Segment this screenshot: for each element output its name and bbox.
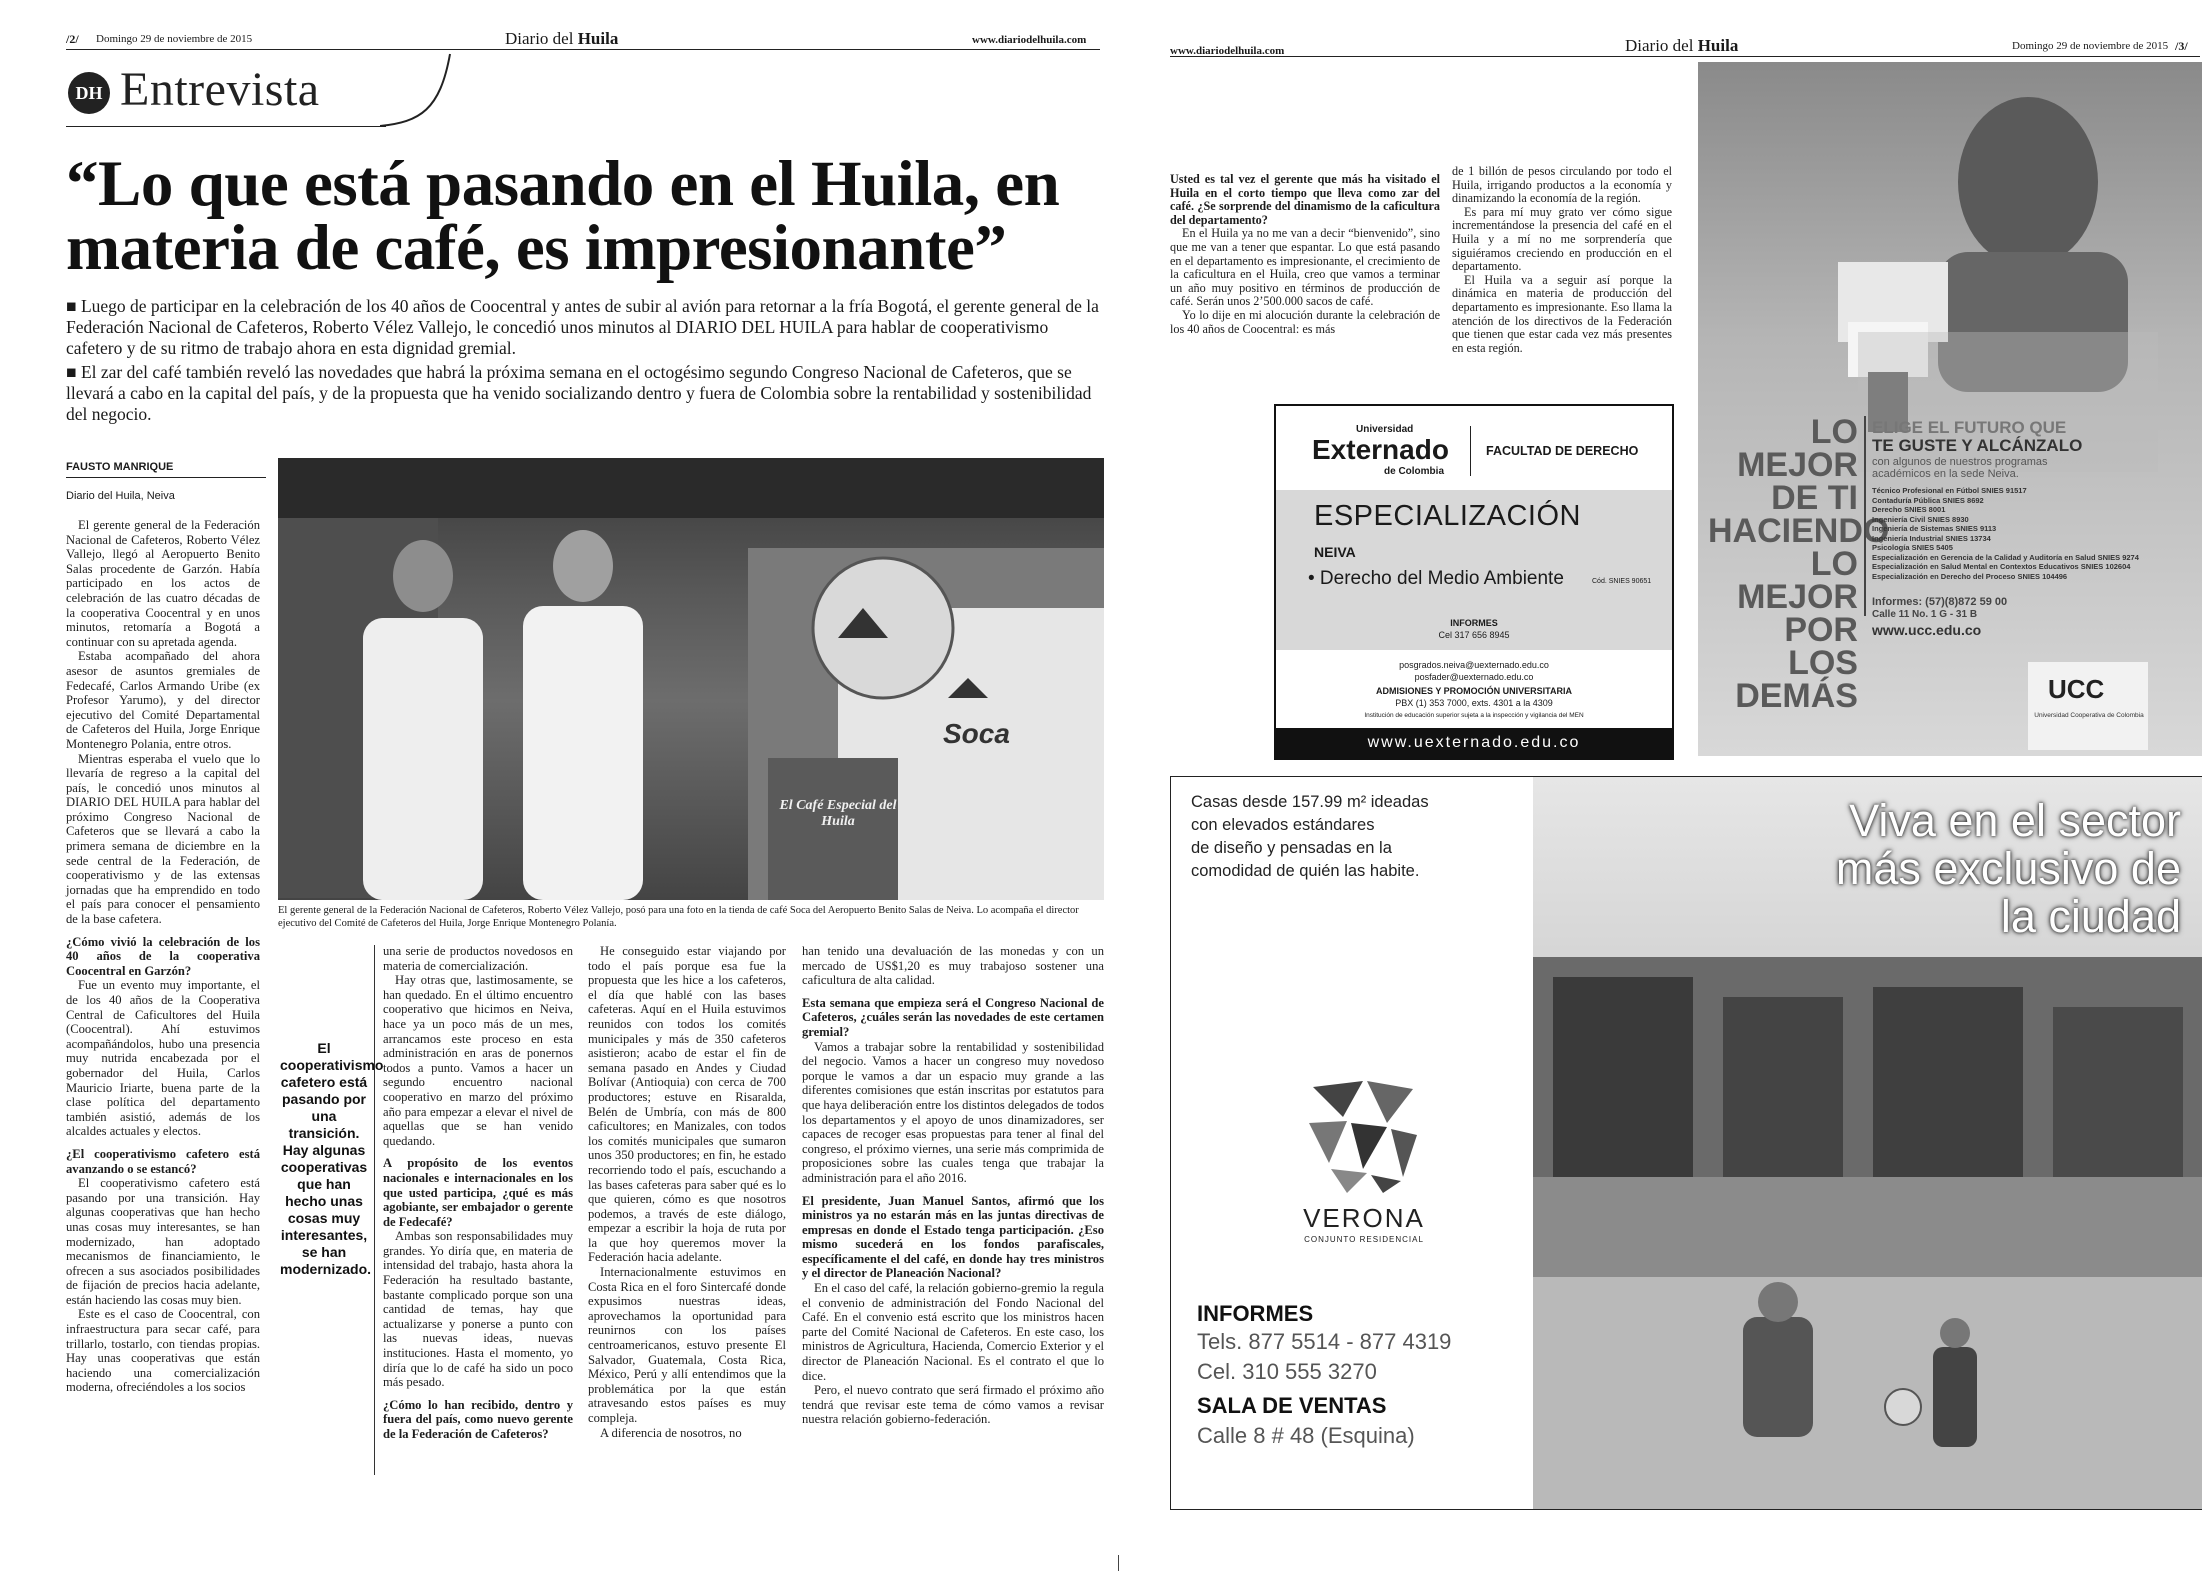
paragraph: El cooperativismo cafetero está pasando por una transición. Hay algunas cooperativas que han hecho unas cosas muy interesantes, se han modernizado, han adoptado mecanismos de financiamiento, le ofrecen a sus asociados posibilidades de fijación de precios hacia adelante, están haciendo las cosas muy bien. [66,1176,260,1307]
externado-snies: Cód. SNIES 90651 [1592,578,1652,585]
paragraph: El Huila va a seguir así porque la dinámica en materia de producción del departamento es impresionante. Eso llama la atención de los directivos de la Federación que tienen que estar cada vez más presentes en esta región. [1452,272,1672,355]
ucc-ad [1698,62,2202,756]
column-divider-1 [374,945,375,1475]
article-column-1 [66,518,260,1395]
interview-question: A propósito de los eventos nacionales e internacionales en los que usted participa, ¿qué es más agobiante, ser embajador o gerente de Fedecafé? [383,1156,573,1229]
ucc-logo-caption: Universidad Cooperativa de Colombia [2034,712,2144,719]
article-photo [278,458,1104,900]
paragraph: han tenido una devaluación de las monedas y con un mercado de US$1,20 es muy trabajoso sostener una caficultura de alta calidad. [802,944,1104,988]
masthead-right: Diario del Huila [1625,36,1739,55]
lead-paragraph-1: ■ Luego de participar en la celebración de los 40 años de Coocentral y antes de subir al avión para retornar a la fría Bogotá, el gerente general de la Federación Nacional de Cafeteros, Roberto Vélez Vallejo, le concedió unos minutos al DIARIO DEL HUILA para hablar de cooperativismo cafetero y de su ritmo de trabajo ahora en esta dignidad gremial. [66,296,1099,358]
verona-address: Calle 8 # 48 (Esquina) [1197,1423,1415,1448]
externado-program: • Derecho del Medio Ambiente [1308,568,1564,589]
ucc-contact-2: Calle 11 No. 1 G - 31 B [1872,609,1978,620]
article-column-4 [802,944,1104,1427]
externado-email-1: posgrados.neiva@uexternado.edu.co [1399,660,1549,670]
verona-sales-title: SALA DE VENTAS [1197,1393,1387,1418]
website-left: www.diariodelhuila.com [972,34,1087,46]
ucc-sub-2: académicos en la sede Neiva. [1872,468,2019,480]
verona-brand: VERONA [1303,1203,1425,1233]
website-right: www.diariodelhuila.com [1170,45,1285,57]
ucc-headline-2: TE GUSTE Y ALCÁNZALO [1872,436,2083,455]
verona-info-title: INFORMES [1197,1301,1314,1326]
paragraph: En el caso del café, la relación gobierno-gremio la regula el convenio de administración del Fondo Nacional del Café. En el convenio está escrito que los ministros hacen parte del Comité Nacional de Cafeteros. En este caso, los ministros de Agricultura, Hacienda, Comercio Exterior y el director de Planeación Nacional. Es el contrato el que lo dice. [802,1281,1104,1383]
verona-headline: Viva en el sector más exclusivo de la ciudad [1835,795,2181,942]
externado-admissions-title: ADMISIONES Y PROMOCIÓN UNIVERSITARIA [1375,686,1573,696]
externado-program-type: ESPECIALIZACIÓN [1314,500,1581,532]
externado-website: www.uexternado.edu.co [1276,728,1672,758]
interview-question: El presidente, Juan Manuel Santos, afirmó que los ministros ya no estarán más en las juntas directivas de empresas en donde el Estado tenga participación. ¿Eso mismo sucederá en los fondos parafiscales, específicamente el del café, en donde hay tres ministros y el director de Planeación Nacional? [802,1193,1104,1281]
externado-info-phone: Cel 317 656 8945 [1438,630,1510,640]
byline-outlet: Diario del Huila, Neiva [66,490,175,502]
pull-quote: El cooperativismo cafetero está pasando por una transición. Hay algunas cooperativas que han hecho unas cosas muy interesantes, se han modernizado. [280,1040,384,1277]
paragraph: Este es el caso de Coocentral, con infraestructura para secar café, para trillarlo, tostarlo, con tiendas propias. Hay unas cooperativas que están haciendo una comercialización moderna, ofreciéndoles a los socios [66,1307,260,1395]
verona-ad [1170,776,2202,1510]
paragraph: Hay otras que, lastimosamente, se han quedado. En el último encuentro cooperativo que hicimos en Neiva, hace ya un poco más de un mes, arrancamos este proceso en esta administración en aras de ponernos todos a punto. Vamos a hacer un segundo encuentro nacional cooperativo en marzo del próximo año para empezar a elevar el nivel de aquellas que se han venido quedando. [383,973,573,1148]
paragraph: El gerente general de la Federación Nacional de Cafeteros, Roberto Vélez Vallejo, llegó al Aeropuerto Benito Salas procedente de Garzón. Había participado en los actos de celebración de las cuatro décadas de la cooperativa Coocentral y en unos minutos, retomaría a Bogotá a continuar con su apretada agenda. [66,518,260,649]
paragraph: Yo lo dije en mi alocución durante la celebración de los 40 años de Coocentral: es más [1170,307,1440,336]
externado-admissions-phone: PBX (1) 353 7000, exts. 4301 a la 4309 [1395,698,1553,708]
paragraph: Es para mí muy grato ver cómo sigue incrementándose la presencia del café en el Huila y a mí no me sorprendería que siguiéramos creciendo en producción en el departamento. [1452,204,1672,274]
page-date-right: Domingo 29 de noviembre de 2015 [2012,40,2169,52]
page-number-right: /3/ [2175,39,2188,53]
page-date-left: Domingo 29 de noviembre de 2015 [96,33,253,45]
photo-sign-cafe: El Café Especial del Huila [779,798,897,829]
page-number-left: /2/ [66,32,79,46]
section-underline [66,126,386,127]
paragraph: Ambas son responsabilidades muy grandes. Yo diría que, en materia de intensidad del trabajo, hasta ahora la Federación ha resultado bastante, bastante complicado porque son una cantidad de temas, hay que actualizarse y ponerse a punto con las nuevas ideas, nuevas instituciones. Hasta el momento, yo diría que lo de café ha sido un poco más pesado. [383,1229,573,1390]
headline: “Lo que está pasando en el Huila, en materia de café, es impresionante” [66,148,1060,284]
interview-question: ¿El cooperativismo cafetero está avanzando o se estancó? [66,1146,260,1176]
ucc-programs: Técnico Profesional en Fútbol SNIES 91517 Contaduría Pública SNIES 8692 Derecho SNIES 8001 Ingeniería Civil SNIES 8930 Ingeniería de Sistemas SNIES 9113 Ingeniería Industrial SNIES 13734 Psicología SNIES 5405 Especialización en Gerencia de la Calidad y Auditoría en Salud SNIES 9274 Especialización en Salud Mental en Contextos Educativos SNIES 102604 Especialización en Derecho del Proceso SNIES 104496 [1872,486,2139,581]
ucc-contact-1: Informes: (57)(8)872 59 00 [1872,596,2008,608]
externado-ad [1274,404,1674,760]
paragraph: de 1 billón de pesos circulando por todo el Huila, irrigando productos a la economía y dinamizando la economía de la región. [1452,164,1672,206]
verona-phones: Tels. 877 5514 - 877 4319 [1197,1329,1452,1354]
paragraph: una serie de productos novedosos en materia de comercialización. [383,944,573,973]
byline-rule [66,477,266,478]
paragraph: En el Huila ya no me van a decir “bienvenido”, sino que me van a tener que espantar. Lo que está pasando en el departamento es impresionante, el crecimiento de la caficultura en el Huila, creo que vamos a terminar un año muy positivo en términos de producción de café. Serán unos 2’500.000 sacos de café. [1170,226,1440,309]
paragraph: A diferencia de nosotros, no [600,1425,742,1440]
paragraph: Estaba acompañado del ahora asesor de asuntos gremiales de Fedecafé, Carlos Armando Uribe (ex Profesor Yarumo), y del director ejecutivo del Comité Departamental de Cafeteros del Huila, Jorge Enrique Montenegro Polania, entre otros. [66,649,260,751]
paragraph: Vamos a trabajar sobre la rentabilidad y sostenibilidad del negocio. Vamos a hacer un congreso muy novedoso porque le vamos a dar un espacio muy grande a las diferentes comisiones que están inscritas por estatutos para que haya deliberación entre los distintos delegados de todos los departamentos y el apoyo de unos dinamizadores, ser capaces de recoger esas propuestas para tener al final del congreso, el próximo viernes, una serie más comprimida de proposiciones sobre las cuales tenga que trabajar la administración para el año 2016. [802,1039,1104,1185]
article-column-5 [1170,165,1440,336]
interview-question: Usted es tal vez el gerente que más ha visitado el Huila en el corto tiempo que lleva como zar del café. ¿Se sorprende del dinamismo de la caficultura del departamento? [1170,172,1440,227]
externado-info-title: INFORMES [1450,618,1498,628]
paragraph: Mientras esperaba el vuelo que lo llevaría de regreso a la capital del país, le concedió unos minutos al DIARIO DEL HUILA para hablar del próximo Congreso Nacional de Cafeteros que se llevará a cabo la primera semana de diciembre en la sede central de la Federación, de cooperativismo y de las extensas jornadas que ha emprendido en todo el país para conocer el pensamiento de la base cafetera. [66,751,260,927]
paragraph: Pero, el nuevo contrato que será firmado el próximo año tendrá que revisar este tema de cómo vamos a revisar nuestra relación gobierno-federación. [802,1383,1104,1427]
verona-intro: Casas desde 157.99 m² ideadas con elevados estándares de diseño y pensadas en la comodidad de quién las habite. [1191,793,1429,880]
article-column-6 [1452,165,1672,355]
masthead-left: Diario del Huila [505,29,619,48]
ucc-slogan: LO MEJOR DE TI HACIENDO LO MEJOR POR LOS DEMÁS [1708,413,1890,715]
section-title: Entrevista [120,63,320,116]
ucc-divider [1864,416,1866,616]
externado-legal: Institución de educación superior sujeta a la inspección y vigilancia del MEN [1364,712,1584,719]
ucc-sub-1: con algunos de nuestros programas [1872,456,2048,468]
paragraph: Fue un evento muy importante, el de los 40 años de la Cooperativa Central de Caficultores del Huila (Coocentral). Ahí estuvimos acompañándolos, hubo una presencia muy nutrida encabezada por el gobernador del Huila, Carlos Mauricio Iriarte, buena parte de la clase política del departamento también asistió, además de los alcaldes actuales y electos. [66,978,260,1139]
header-rule-left [66,49,1100,50]
verona-logo-icon [1303,1077,1423,1197]
externado-name: Externado [1312,434,1449,465]
externado-small: Universidad [1356,424,1414,435]
ucc-contact-3: www.ucc.edu.co [1872,622,1982,638]
byline-name: FAUSTO MANRIQUE [66,461,174,473]
interview-question: Esta semana que empieza será el Congreso Nacional de Cafeteros, ¿cuáles serán las novedades de este certamen gremial? [802,995,1104,1039]
lead-paragraph-2: ■ El zar del café también reveló las novedades que habrá la próxima semana en el octogésimo segundo Congreso Nacional de Cafeteros, que se llevará a cabo en la capital del país, y de la propuesta que ha venido socializando dentro y fuera de Colombia sobre la rentabilidad y sostenibilidad del negocio. [66,362,1092,424]
photo-caption: El gerente general de la Federación Nacional de Cafeteros, Roberto Vélez Vallejo, posó para una foto en la tienda de café Soca del Aeropuerto Benito Salas de Neiva. Lo acompaña el director ejecutivo del Comité de Cafeteros del Huila, Jorge Enrique Montenegro Polanía. [278,905,1079,929]
article-column-3 [588,944,786,1440]
ucc-headline-1: ELIGE EL FUTURO QUE [1872,418,2067,437]
ucc-logo: UCC [2048,674,2105,704]
externado-email-2: posfader@uexternado.edu.co [1414,672,1534,682]
externado-city: NEIVA [1314,544,1356,560]
verona-cell: Cel. 310 555 3270 [1197,1359,1377,1384]
externado-faculty: FACULTAD DE DERECHO [1486,444,1639,458]
verona-brand-sub: CONJUNTO RESIDENCIAL [1304,1235,1424,1244]
paragraph: He conseguido estar viajando por todo el país porque esa fue la propuesta que les hice a los cafeteros, el día que hablé con las bases cafeteras. Aquí en el Huila estuvimos reunidos con todos los comités municipales y más de 350 cafeteros asistieron; acabo de estar el fin de semana pasado en Andes y Ciudad Bolívar (Antioquia) con cerca de 700 productores; estuve en Risaralda, Belén de Umbría, con más de 800 caficultores; en Manizales, con todos los comités municipales que sumaron unos 350 productores; en fin, he estado recorriendo todo el país, escuchando a las bases cafeteras para saber qué es lo que quieren, cómo es que nosotros podemos, a través de este diálogo, empezar a escribir la hoja de ruta por la que hoy queremos mover la Federación hacia adelante. [588,944,786,1265]
fold-mark [1118,1555,1119,1571]
dh-logo: DH [68,72,110,114]
externado-country: de Colombia [1384,466,1445,477]
interview-question: ¿Cómo vivió la celebración de los 40 años de la cooperativa Coocentral en Garzón? [66,934,260,978]
header-rule-right [1170,56,2200,57]
externado-divider [1470,426,1471,476]
article-column-2 [383,944,573,1442]
interview-question: ¿Cómo lo han recibido, dentro y fuera del país, como nuevo gerente de la Federación de Cafeteros? [383,1397,573,1441]
section-swoosh [380,50,460,130]
paragraph: Internacionalmente estuvimos en Costa Rica en el foro Sintercafé donde expusimos nuestras ideas, aprovechamos la oportunidad para reunirnos con los países centroamericanos, estuvo presente El Salvador, Guatemala, Costa Rica, México, Perú y allí entendimos que la problemática por la que están atravesando estos países es muy compleja. [588,1265,786,1425]
photo-sign-soca: Soca [943,718,1010,749]
